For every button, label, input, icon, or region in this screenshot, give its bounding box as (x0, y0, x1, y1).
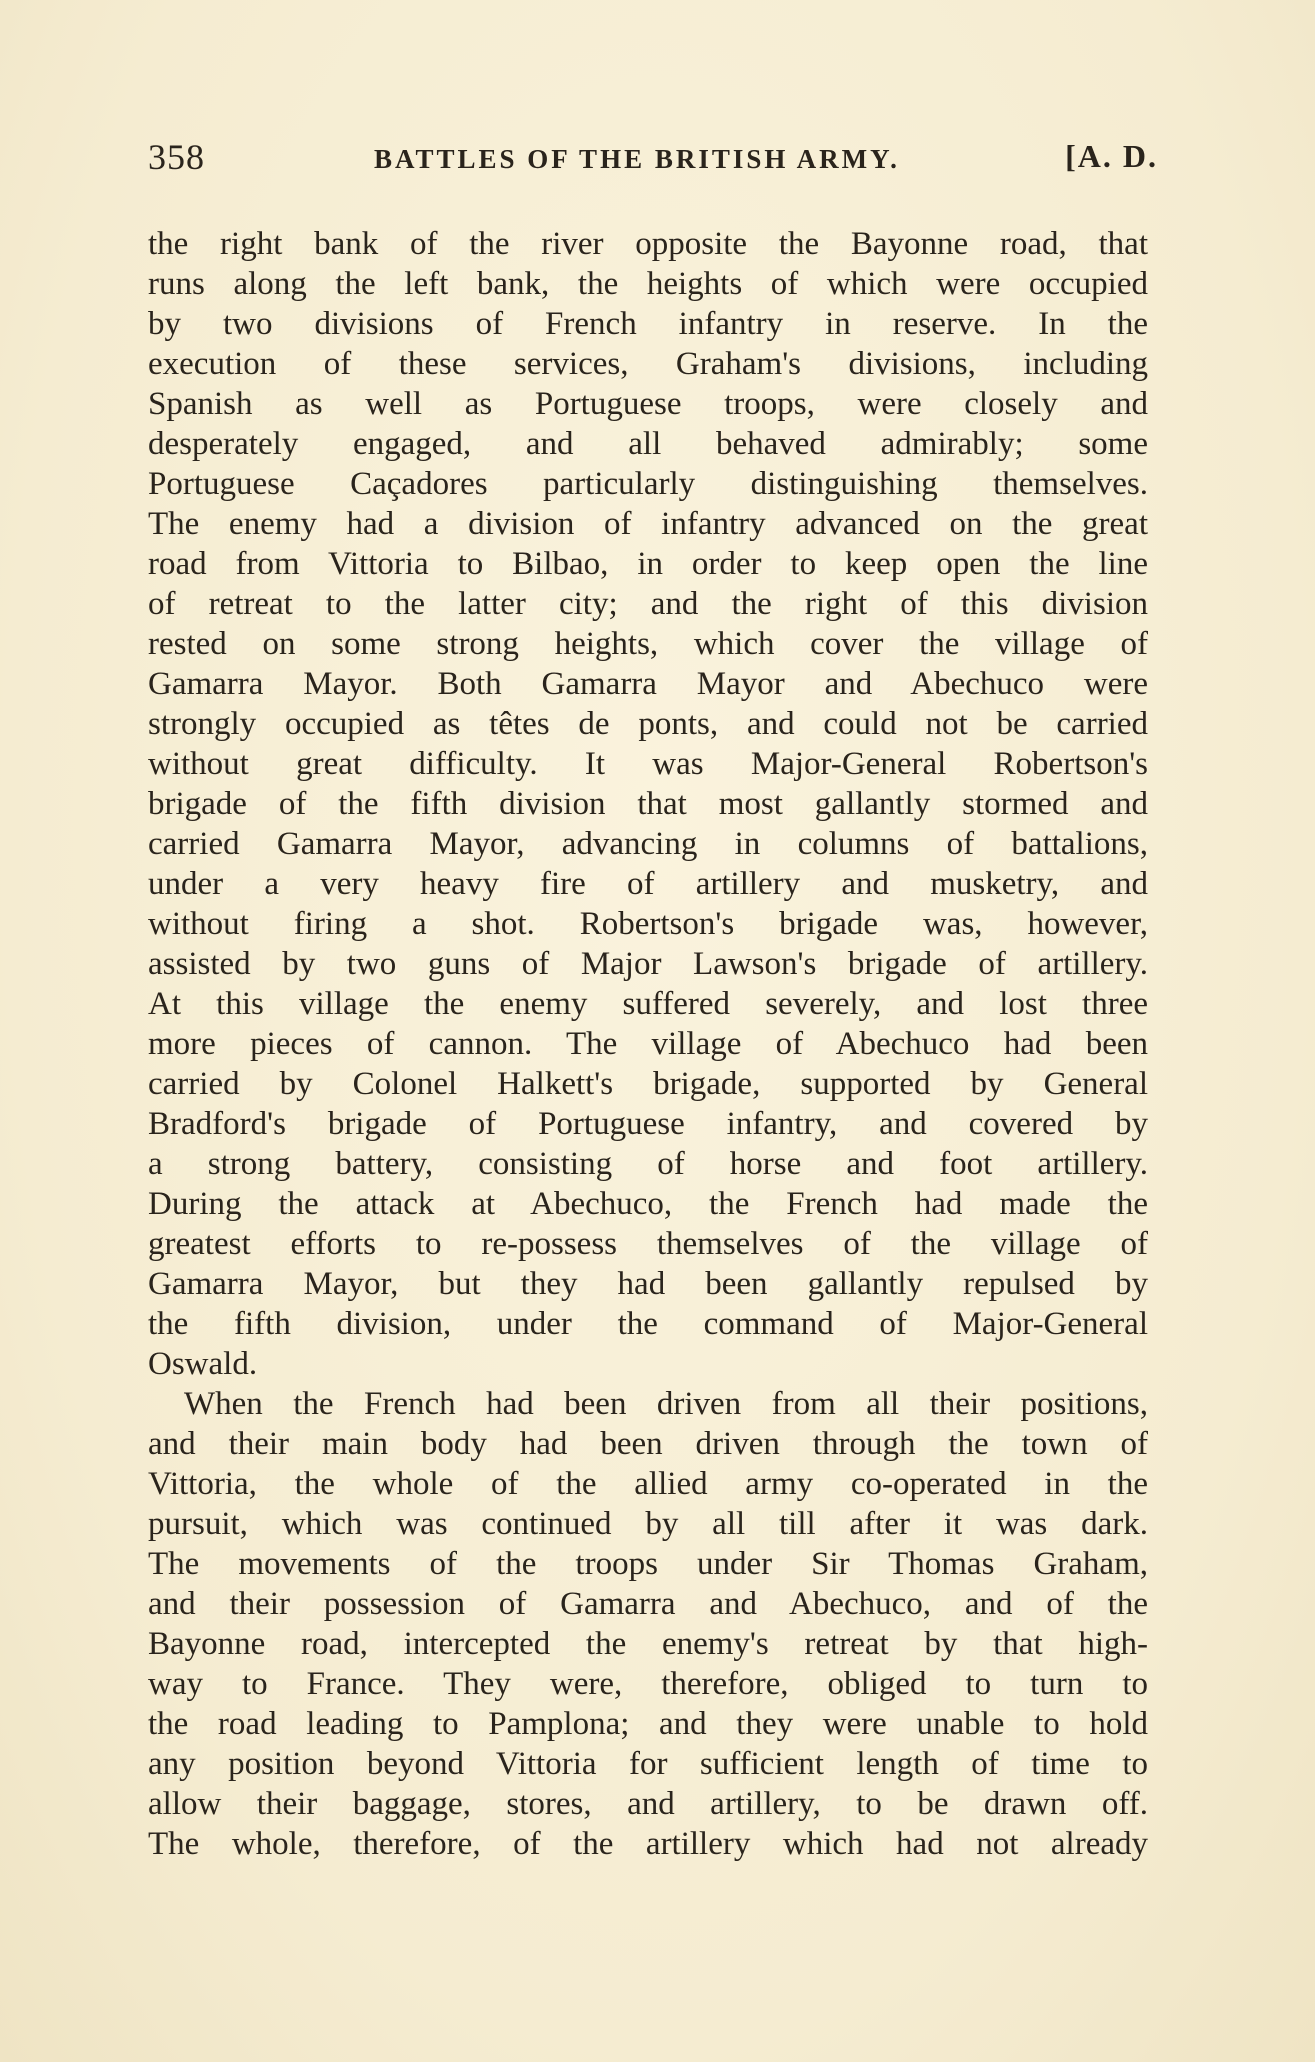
text-line: The movements of the troops under Sir Thomas Graham, (148, 1546, 1148, 1582)
text-line: Bayonne road, intercepted the enemy's retreat by that high- (148, 1626, 1148, 1662)
text-line: runs along the left bank, the heights of which were occupied (148, 266, 1148, 302)
text-line: The enemy had a division of infantry advanced on the great (148, 506, 1148, 542)
text-line: carried Gamarra Mayor, advancing in columns of battalions, (148, 826, 1148, 862)
text-line: of retreat to the latter city; and the right of this division (148, 586, 1148, 622)
text-line: rested on some strong heights, which cover the village of (148, 626, 1148, 662)
text-line: carried by Colonel Halkett's brigade, supported by General (148, 1066, 1148, 1102)
text-line: Gamarra Mayor. Both Gamarra Mayor and Abechuco were (148, 666, 1148, 702)
date-marker: [A. D. (1065, 138, 1158, 174)
text-line: pursuit, which was continued by all till after it was dark. (148, 1506, 1148, 1542)
text-line: Bradford's brigade of Portuguese infantry, and covered by (148, 1106, 1148, 1142)
page-number: 358 (148, 137, 205, 177)
text-line: strongly occupied as têtes de ponts, and could not be carried (148, 706, 1148, 742)
text-line: brigade of the fifth division that most gallantly stormed and (148, 786, 1148, 822)
text-line: The whole, therefore, of the artillery which had not already (148, 1826, 1148, 1862)
text-line: and their main body had been driven through the town of (148, 1426, 1148, 1462)
text-line: Gamarra Mayor, but they had been gallantly repulsed by (148, 1266, 1148, 1302)
text-line: a strong battery, consisting of horse and foot artillery. (148, 1146, 1148, 1182)
text-line: road from Vittoria to Bilbao, in order to keep open the line (148, 546, 1148, 582)
text-line: the road leading to Pamplona; and they were unable to hold (148, 1706, 1148, 1742)
text-line: and their possession of Gamarra and Abechuco, and of the (148, 1586, 1148, 1622)
text-line: allow their baggage, stores, and artillery, to be drawn off. (148, 1786, 1148, 1822)
text-line: the fifth division, under the command of Major-General (148, 1306, 1148, 1342)
text-line: greatest efforts to re-possess themselves of the village of (148, 1226, 1148, 1262)
paragraph-end-line: Oswald. (148, 1346, 258, 1382)
text-line: At this village the enemy suffered severely, and lost three (148, 986, 1148, 1022)
text-line: During the attack at Abechuco, the French had made the (148, 1186, 1148, 1222)
text-line: under a very heavy fire of artillery and musketry, and (148, 866, 1148, 902)
text-line: the right bank of the river opposite the Bayonne road, that (148, 226, 1148, 262)
text-line: Portuguese Caçadores particularly distinguishing themselves. (148, 466, 1148, 502)
text-line: more pieces of cannon. The village of Abechuco had been (148, 1026, 1148, 1062)
text-line: Spanish as well as Portuguese troops, were closely and (148, 386, 1148, 422)
text-line: assisted by two guns of Major Lawson's brigade of artillery. (148, 946, 1148, 982)
paragraph-start-line: When the French had been driven from all their positions, (184, 1386, 1148, 1422)
text-line: any position beyond Vittoria for sufficient length of time to (148, 1746, 1148, 1782)
text-line: without great difficulty. It was Major-General Robertson's (148, 746, 1148, 782)
text-line: Vittoria, the whole of the allied army co-operated in the (148, 1466, 1148, 1502)
text-line: without firing a shot. Robertson's brigade was, however, (148, 906, 1148, 942)
text-line: by two divisions of French infantry in reserve. In the (148, 306, 1148, 342)
running-head (148, 136, 1158, 180)
text-line: desperately engaged, and all behaved admirably; some (148, 426, 1148, 462)
text-line: way to France. They were, therefore, obliged to turn to (148, 1666, 1148, 1702)
running-title: BATTLES OF THE BRITISH ARMY. (374, 144, 900, 174)
body-text (148, 224, 1148, 1864)
text-line: execution of these services, Graham's divisions, including (148, 346, 1148, 382)
